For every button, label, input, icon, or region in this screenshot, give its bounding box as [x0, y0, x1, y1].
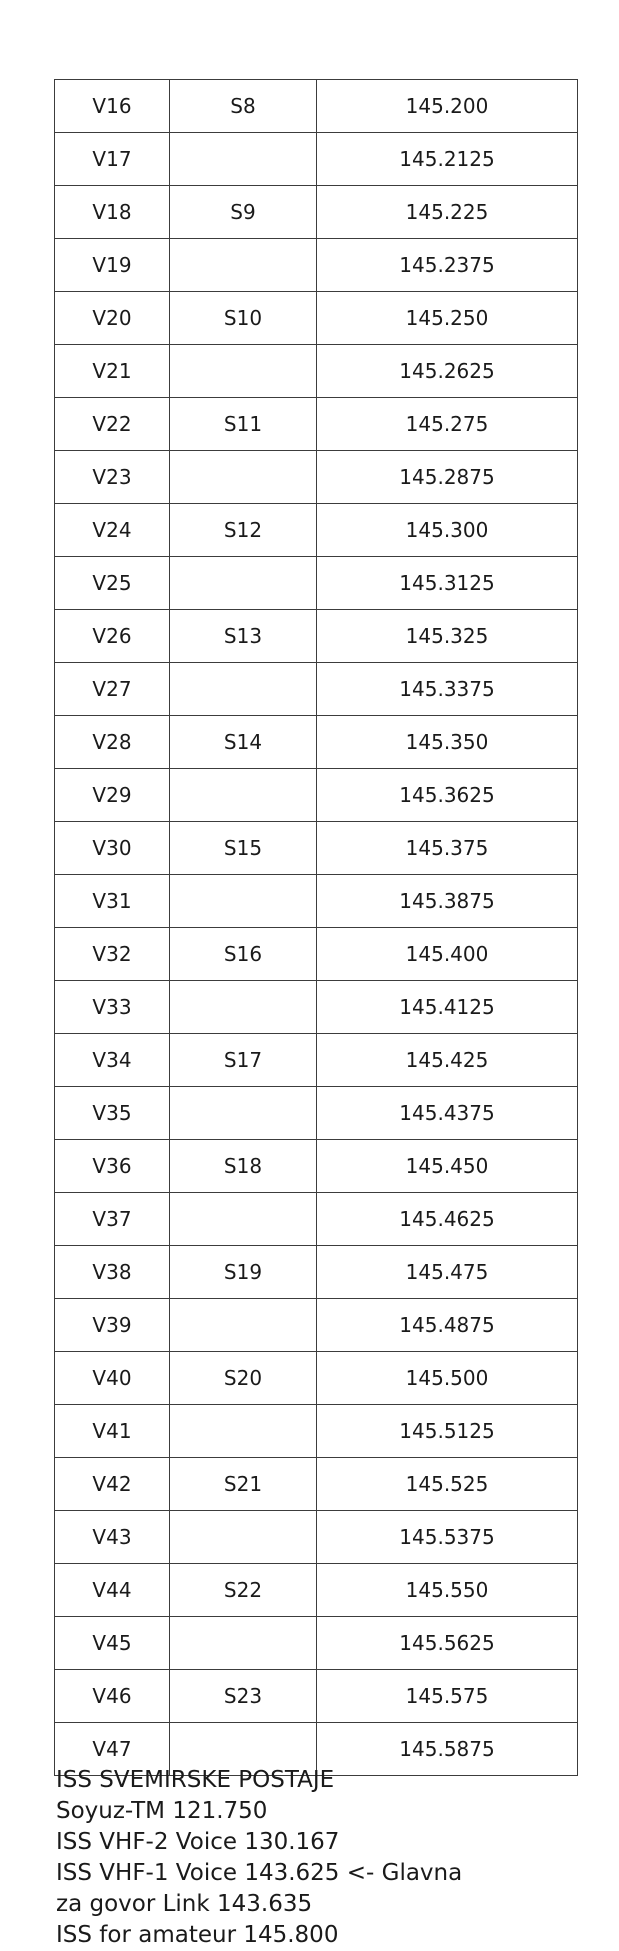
table-cell-channel: V25	[55, 557, 170, 610]
notes-line: ISS SVEMIRSKE POSTAJE	[56, 1767, 335, 1793]
table-cell-simplex	[170, 1405, 317, 1458]
table-cell-simplex	[170, 1087, 317, 1140]
table-cell-frequency: 145.2625	[317, 345, 578, 398]
table-cell-simplex	[170, 1617, 317, 1670]
table-row	[55, 769, 578, 822]
table-row	[55, 875, 578, 928]
table-cell-frequency: 145.425	[317, 1034, 578, 1087]
table-cell-channel: V33	[55, 981, 170, 1034]
table-cell-channel: V18	[55, 186, 170, 239]
table-row	[55, 239, 578, 292]
table-row	[55, 981, 578, 1034]
table-cell-frequency: 145.2125	[317, 133, 578, 186]
table-cell-channel: V32	[55, 928, 170, 981]
table-row	[55, 928, 578, 981]
table-row	[55, 1299, 578, 1352]
table-cell-frequency: 145.4375	[317, 1087, 578, 1140]
table-cell-frequency: 145.275	[317, 398, 578, 451]
table-row	[55, 451, 578, 504]
table-cell-frequency: 145.500	[317, 1352, 578, 1405]
table-cell-frequency: 145.325	[317, 610, 578, 663]
table-cell-channel: V30	[55, 822, 170, 875]
table-cell-frequency: 145.575	[317, 1670, 578, 1723]
table-cell-channel: V16	[55, 80, 170, 133]
table-row	[55, 133, 578, 186]
table-cell-channel: V41	[55, 1405, 170, 1458]
notes-line: za govor Link 143.635	[56, 1891, 313, 1917]
table-cell-simplex	[170, 557, 317, 610]
table-row	[55, 663, 578, 716]
table-cell-channel: V24	[55, 504, 170, 557]
table-cell-simplex	[170, 1511, 317, 1564]
table-cell-channel: V43	[55, 1511, 170, 1564]
table-cell-frequency: 145.3625	[317, 769, 578, 822]
table-cell-frequency: 145.475	[317, 1246, 578, 1299]
table-row	[55, 610, 578, 663]
table-cell-frequency: 145.4125	[317, 981, 578, 1034]
table-cell-channel: V23	[55, 451, 170, 504]
table-cell-channel: V20	[55, 292, 170, 345]
table-row	[55, 1458, 578, 1511]
table-cell-channel: V46	[55, 1670, 170, 1723]
table-cell-frequency: 145.350	[317, 716, 578, 769]
table-cell-simplex: S10	[170, 292, 317, 345]
table-cell-frequency: 145.250	[317, 292, 578, 345]
table-row	[55, 1246, 578, 1299]
table-cell-channel: V36	[55, 1140, 170, 1193]
table-cell-channel: V17	[55, 133, 170, 186]
table-cell-channel: V47	[55, 1723, 170, 1776]
table-cell-channel: V40	[55, 1352, 170, 1405]
table-row	[55, 1140, 578, 1193]
table-cell-simplex: S8	[170, 80, 317, 133]
table-row	[55, 504, 578, 557]
table-cell-channel: V35	[55, 1087, 170, 1140]
table-cell-channel: V28	[55, 716, 170, 769]
table-cell-simplex	[170, 345, 317, 398]
notes-line: ISS VHF-2 Voice 130.167	[56, 1829, 340, 1855]
table-cell-channel: V34	[55, 1034, 170, 1087]
table-cell-frequency: 145.4625	[317, 1193, 578, 1246]
notes-block	[56, 1765, 596, 1951]
table-cell-simplex: S22	[170, 1564, 317, 1617]
table-cell-frequency: 145.3375	[317, 663, 578, 716]
table-cell-simplex: S18	[170, 1140, 317, 1193]
notes-line: ISS for amateur 145.800	[56, 1922, 339, 1948]
table-row	[55, 398, 578, 451]
table-cell-frequency: 145.5125	[317, 1405, 578, 1458]
table-row	[55, 716, 578, 769]
table-cell-channel: V38	[55, 1246, 170, 1299]
table-cell-frequency: 145.375	[317, 822, 578, 875]
table-cell-channel: V45	[55, 1617, 170, 1670]
table-cell-channel: V26	[55, 610, 170, 663]
table-cell-channel: V42	[55, 1458, 170, 1511]
table-cell-simplex: S15	[170, 822, 317, 875]
table-cell-channel: V29	[55, 769, 170, 822]
table-row	[55, 186, 578, 239]
table-row	[55, 1352, 578, 1405]
frequency-table	[54, 79, 578, 1776]
table-cell-channel: V19	[55, 239, 170, 292]
table-row	[55, 1617, 578, 1670]
table-cell-simplex: S14	[170, 716, 317, 769]
table-cell-frequency: 145.5625	[317, 1617, 578, 1670]
table-cell-simplex	[170, 769, 317, 822]
table-cell-simplex	[170, 663, 317, 716]
table-cell-frequency: 145.2375	[317, 239, 578, 292]
table-cell-frequency: 145.3125	[317, 557, 578, 610]
table-cell-simplex: S11	[170, 398, 317, 451]
table-cell-simplex	[170, 981, 317, 1034]
table-cell-channel: V31	[55, 875, 170, 928]
table-row	[55, 1405, 578, 1458]
table-row	[55, 557, 578, 610]
table-row	[55, 1564, 578, 1617]
table-cell-simplex	[170, 239, 317, 292]
table-cell-simplex	[170, 1193, 317, 1246]
table-row	[55, 1193, 578, 1246]
table-cell-frequency: 145.525	[317, 1458, 578, 1511]
table-cell-channel: V44	[55, 1564, 170, 1617]
notes-line: Soyuz-TM 121.750	[56, 1798, 268, 1824]
table-row	[55, 1087, 578, 1140]
table-cell-simplex	[170, 133, 317, 186]
table-cell-frequency: 145.4875	[317, 1299, 578, 1352]
table-cell-frequency: 145.200	[317, 80, 578, 133]
table-cell-simplex: S23	[170, 1670, 317, 1723]
table-cell-simplex: S20	[170, 1352, 317, 1405]
table-cell-frequency: 145.5875	[317, 1723, 578, 1776]
table-row	[55, 80, 578, 133]
table-cell-frequency: 145.5375	[317, 1511, 578, 1564]
table-cell-simplex: S19	[170, 1246, 317, 1299]
table-cell-channel: V21	[55, 345, 170, 398]
table-cell-channel: V39	[55, 1299, 170, 1352]
notes-line: ISS VHF-1 Voice 143.625 <- Glavna	[56, 1860, 463, 1886]
table-row	[55, 1511, 578, 1564]
table-cell-simplex: S16	[170, 928, 317, 981]
table-row	[55, 822, 578, 875]
table-cell-frequency: 145.450	[317, 1140, 578, 1193]
table-row	[55, 1670, 578, 1723]
frequency-table-body	[55, 80, 578, 1776]
table-cell-channel: V22	[55, 398, 170, 451]
table-cell-simplex: S9	[170, 186, 317, 239]
table-cell-channel: V27	[55, 663, 170, 716]
table-cell-simplex: S12	[170, 504, 317, 557]
table-cell-frequency: 145.400	[317, 928, 578, 981]
table-row	[55, 292, 578, 345]
table-cell-simplex	[170, 875, 317, 928]
table-cell-simplex	[170, 1299, 317, 1352]
table-cell-frequency: 145.225	[317, 186, 578, 239]
table-cell-simplex: S13	[170, 610, 317, 663]
table-cell-channel: V37	[55, 1193, 170, 1246]
table-cell-frequency: 145.550	[317, 1564, 578, 1617]
table-cell-frequency: 145.300	[317, 504, 578, 557]
table-cell-simplex: S21	[170, 1458, 317, 1511]
table-cell-simplex	[170, 451, 317, 504]
table-row	[55, 1034, 578, 1087]
table-row	[55, 345, 578, 398]
table-cell-simplex: S17	[170, 1034, 317, 1087]
table-cell-frequency: 145.3875	[317, 875, 578, 928]
table-cell-frequency: 145.2875	[317, 451, 578, 504]
